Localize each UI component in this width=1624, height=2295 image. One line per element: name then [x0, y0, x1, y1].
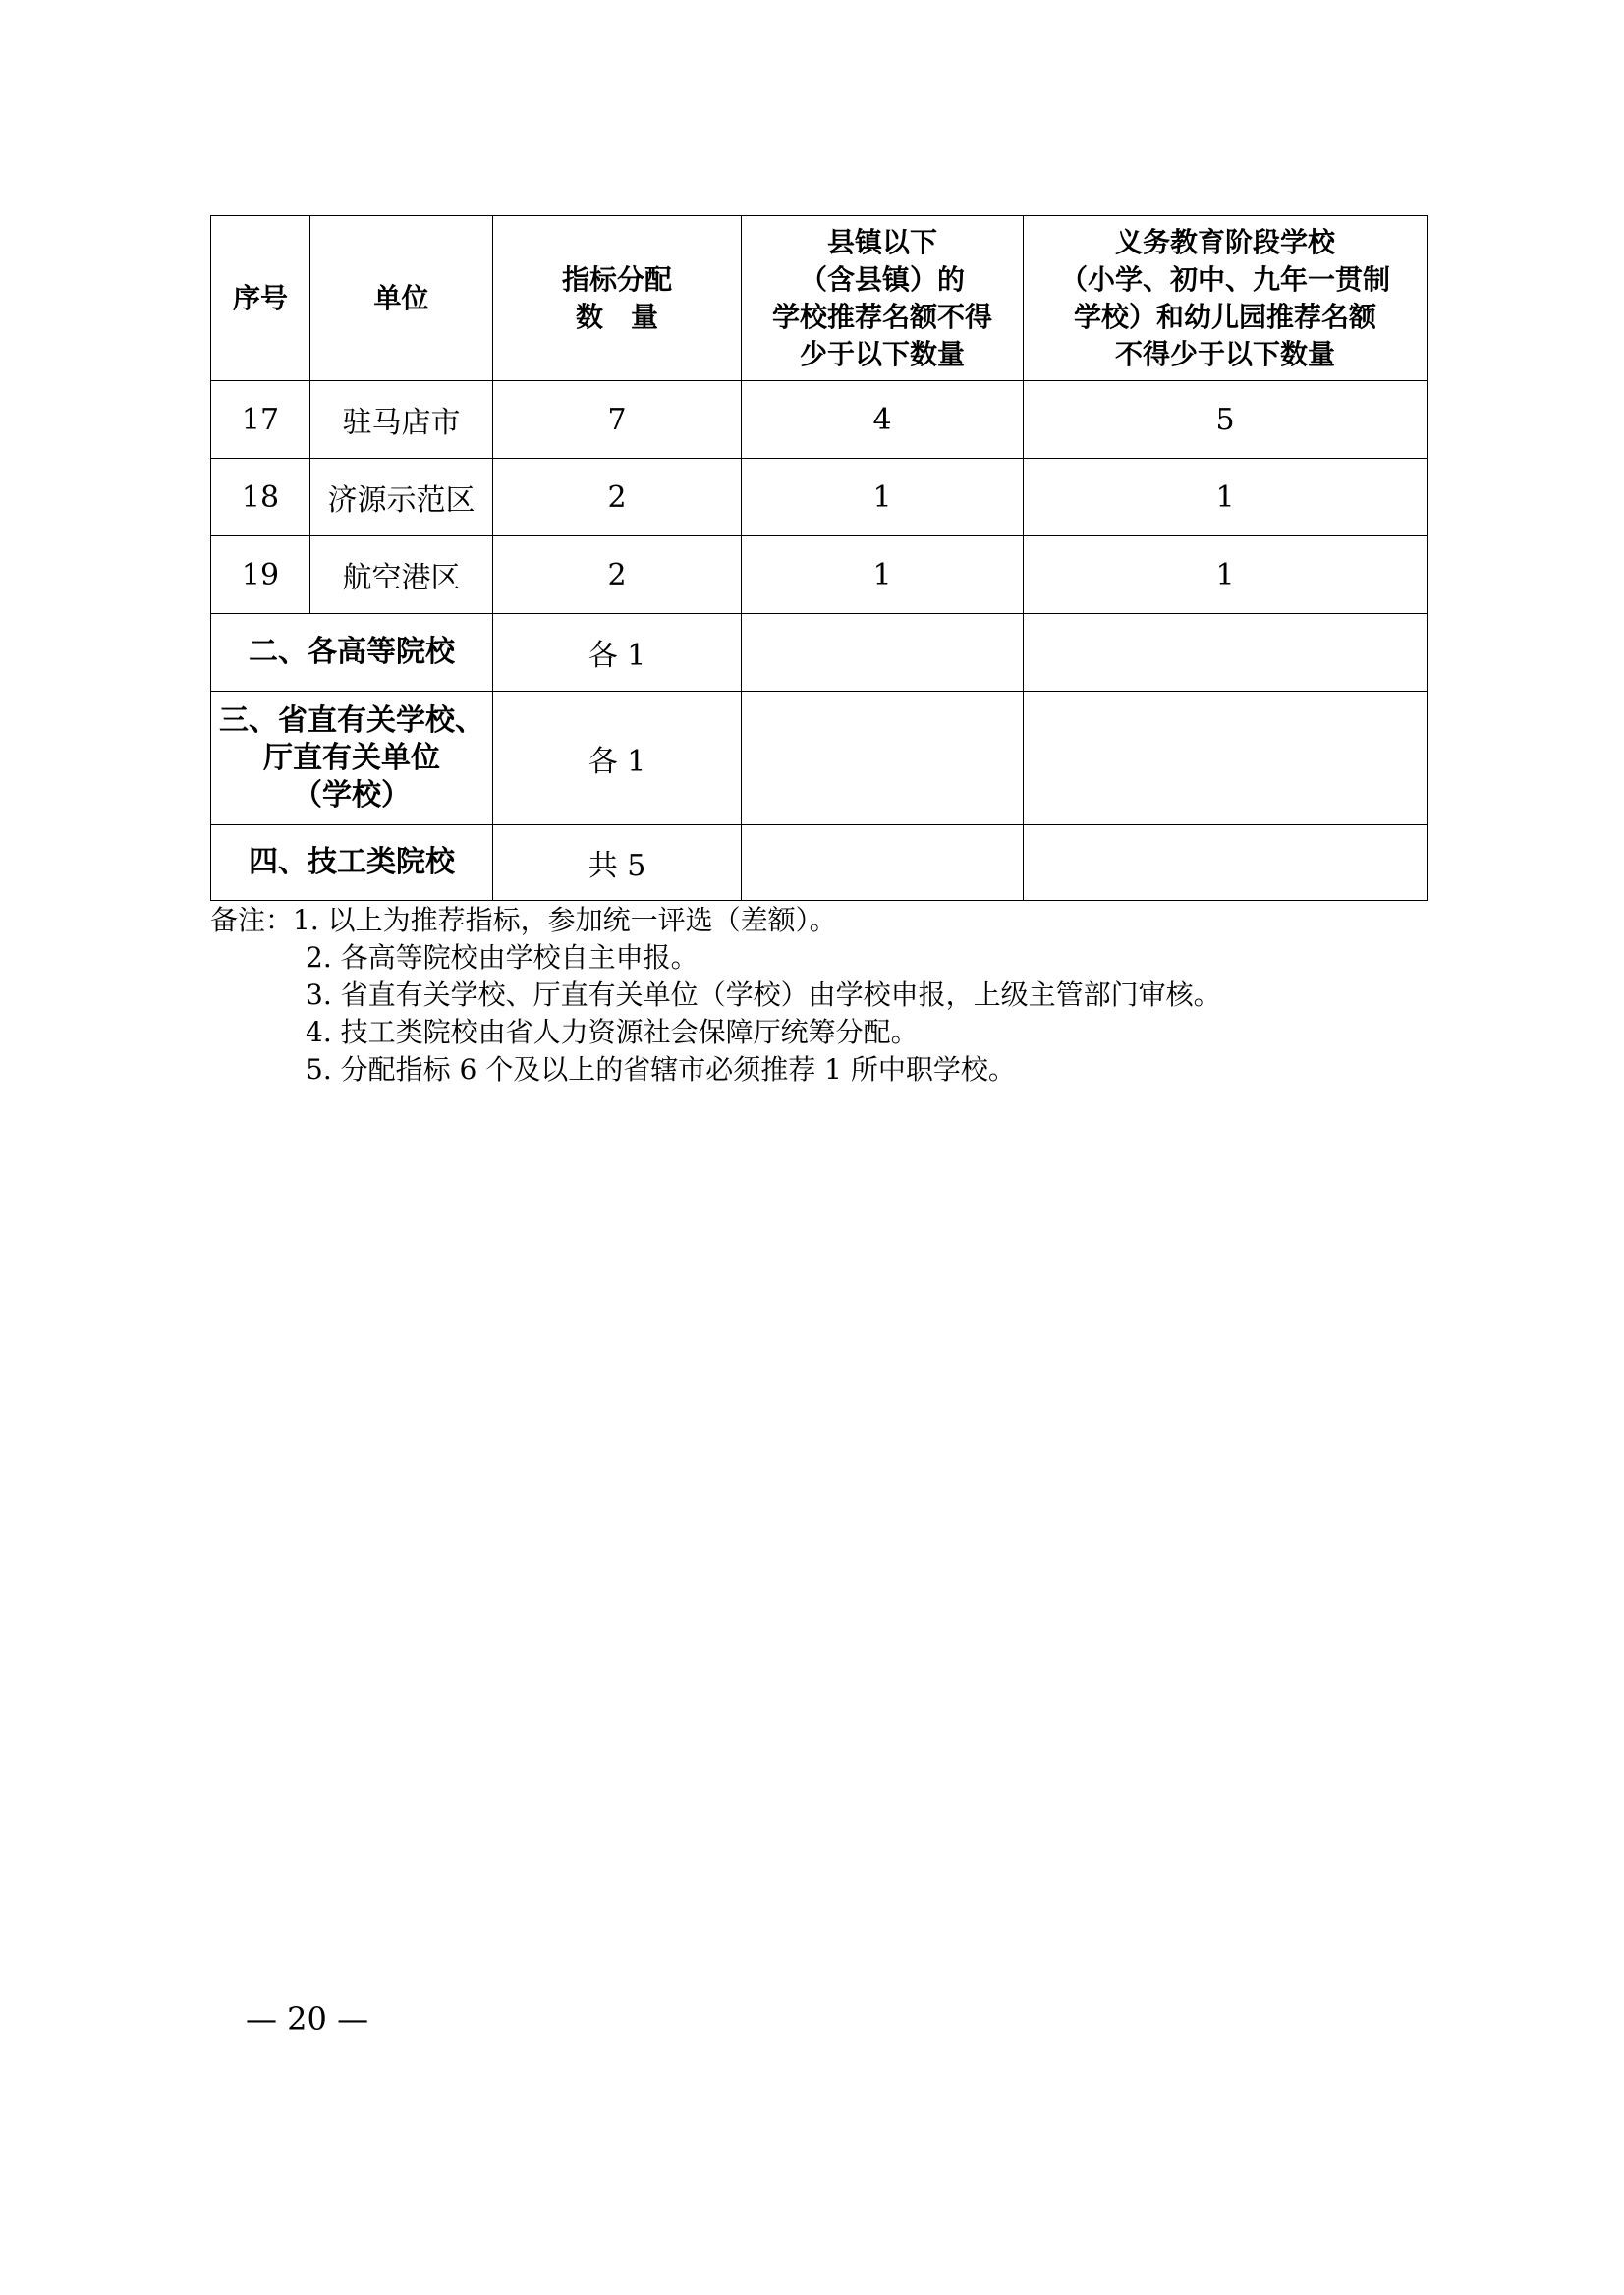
empty-cell: [1024, 692, 1428, 825]
empty-cell: [742, 614, 1024, 692]
table-row: [211, 536, 1428, 614]
row-compulsory-quota: 1: [1024, 536, 1428, 614]
header-serial-number: 序号: [211, 216, 310, 381]
header-quota: 指标分配 数 量: [493, 216, 742, 381]
row-county-quota: 4: [742, 381, 1024, 459]
row-serial-number: 17: [211, 381, 310, 459]
note-item: 备注：1. 以上为推荐指标，参加统一评选（差额）。: [210, 904, 837, 936]
header-unit: 单位: [310, 216, 493, 381]
row-county-quota: 1: [742, 536, 1024, 614]
note-item: 5. 分配指标 6 个及以上的省辖市必须推荐 1 所中职学校。: [306, 1053, 1016, 1086]
row-unit: 济源示范区: [310, 459, 493, 536]
empty-cell: [742, 825, 1024, 901]
row-quota: 2: [493, 459, 742, 536]
note-item: 2. 各高等院校由学校自主申报。: [306, 941, 699, 974]
section-quota: 共 5: [493, 825, 742, 901]
notes-block: [210, 902, 1221, 1089]
note-item: 4. 技工类院校由省人力资源社会保障厅统筹分配。: [306, 1016, 919, 1048]
section-label: 四、技工类院校: [211, 825, 493, 901]
empty-cell: [1024, 614, 1428, 692]
section-row: [211, 614, 1428, 692]
notes-prefix: 备注：: [210, 904, 294, 936]
row-compulsory-quota: 1: [1024, 459, 1428, 536]
row-unit: 驻马店市: [310, 381, 493, 459]
table-row: [211, 459, 1428, 536]
section-quota: 各 1: [493, 692, 742, 825]
table-row: [211, 381, 1428, 459]
note-item: 3. 省直有关学校、厅直有关单位（学校）由学校申报，上级主管部门审核。: [306, 979, 1221, 1011]
row-unit: 航空港区: [310, 536, 493, 614]
empty-cell: [742, 692, 1024, 825]
section-label: 三、省直有关学校、 厅直有关单位 （学校）: [211, 692, 493, 825]
row-county-quota: 1: [742, 459, 1024, 536]
empty-cell: [1024, 825, 1428, 901]
row-quota: 2: [493, 536, 742, 614]
section-quota: 各 1: [493, 614, 742, 692]
row-quota: 7: [493, 381, 742, 459]
table-header-row: [211, 216, 1428, 381]
page-number: — 20 —: [246, 2000, 369, 2038]
section-row: [211, 825, 1428, 901]
section-row: [211, 692, 1428, 825]
row-compulsory-quota: 5: [1024, 381, 1428, 459]
allocation-table: [210, 215, 1428, 901]
section-label: 二、各高等院校: [211, 614, 493, 692]
row-serial-number: 18: [211, 459, 310, 536]
row-serial-number: 19: [211, 536, 310, 614]
header-compulsory-quota: 义务教育阶段学校 （小学、初中、九年一贯制 学校）和幼儿园推荐名额 不得少于以下数量: [1024, 216, 1428, 381]
header-county-quota: 县镇以下 （含县镇）的 学校推荐名额不得 少于以下数量: [742, 216, 1024, 381]
